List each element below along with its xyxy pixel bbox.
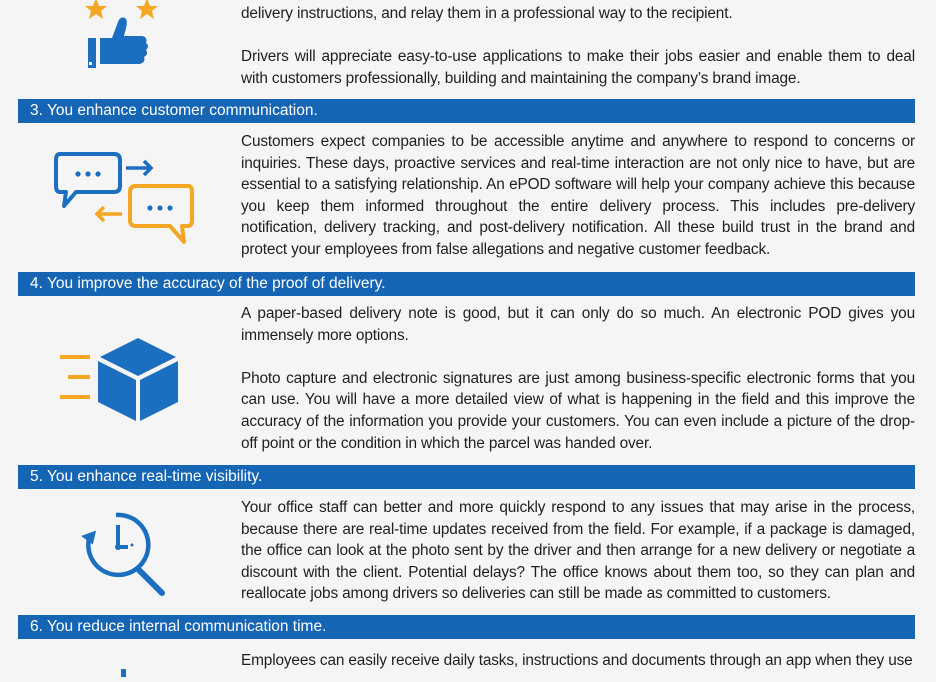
section2-text <box>241 3 915 89</box>
section3-heading: 3. You enhance customer communication. <box>18 99 915 123</box>
section2-paragraph-2: Drivers will appreciate easy-to-use applications to make their jobs easier and enable them to deal with customers professionally, building and maintaining the company’s brand image. <box>241 48 915 87</box>
partial-icon <box>118 664 130 675</box>
section3-text <box>241 131 915 261</box>
section4-heading: 4. You improve the accuracy of the proof of delivery. <box>18 272 915 296</box>
section4-paragraph-2: Photo capture and electronic signatures are just among business-specific electronic forms that you can use. You will have a more detailed view of what is happening in the field and this improve the accuracy of the information you provide your customers. You can even include a picture of the drop-off point or the condition in which the parcel was handed over. <box>241 369 915 452</box>
section6-heading: 6. You reduce internal communication time. <box>18 615 915 639</box>
section3-paragraph-1: Customers expect companies to be accessible anytime and anywhere to respond to concerns or inquiries. These days, proactive services and real-time interaction are not only nice to have, but are essential to a satisfying relationship. An ePOD software will help your company achieve this because you keep them informed throughout the entire delivery process. This includes pre-delivery notification, delivery tracking, and post-delivery notification. All these build trust in the brand and protect your employees from false allegations and negative customer feedback. <box>241 133 915 258</box>
section5-paragraph-1: Your office staff can better and more quickly respond to any issues that may arise in the process, because there are real-time updates received from the field. For example, if a package is damaged, the office can look at the photo sent by the driver and then arrange for a new delivery or negotiate a discount with the client. Potential delays? The office knows about them too, so they can plan and reallocate jobs among drivers so deliveries can still be made as committed to customers. <box>241 499 915 603</box>
section6-paragraph-1: Employees can easily receive daily tasks, instructions and documents through an app when they use <box>241 652 913 669</box>
section5-heading: 5. You enhance real-time visibility. <box>18 465 915 489</box>
box-delivery-icon <box>58 335 182 425</box>
clock-magnifier-icon <box>80 505 170 599</box>
chat-bubbles-exchange-icon <box>54 150 196 246</box>
section4-paragraph-1: A paper-based delivery note is good, but it can only do so much. An electronic POD gives you immensely more options. <box>241 305 915 344</box>
section6-text <box>241 650 915 672</box>
section4-text <box>241 303 915 454</box>
thumbs-up-stars-icon <box>80 0 160 72</box>
section2-paragraph-1: delivery instructions, and relay them in a professional way to the recipient. <box>241 5 733 22</box>
section5-text <box>241 497 915 605</box>
